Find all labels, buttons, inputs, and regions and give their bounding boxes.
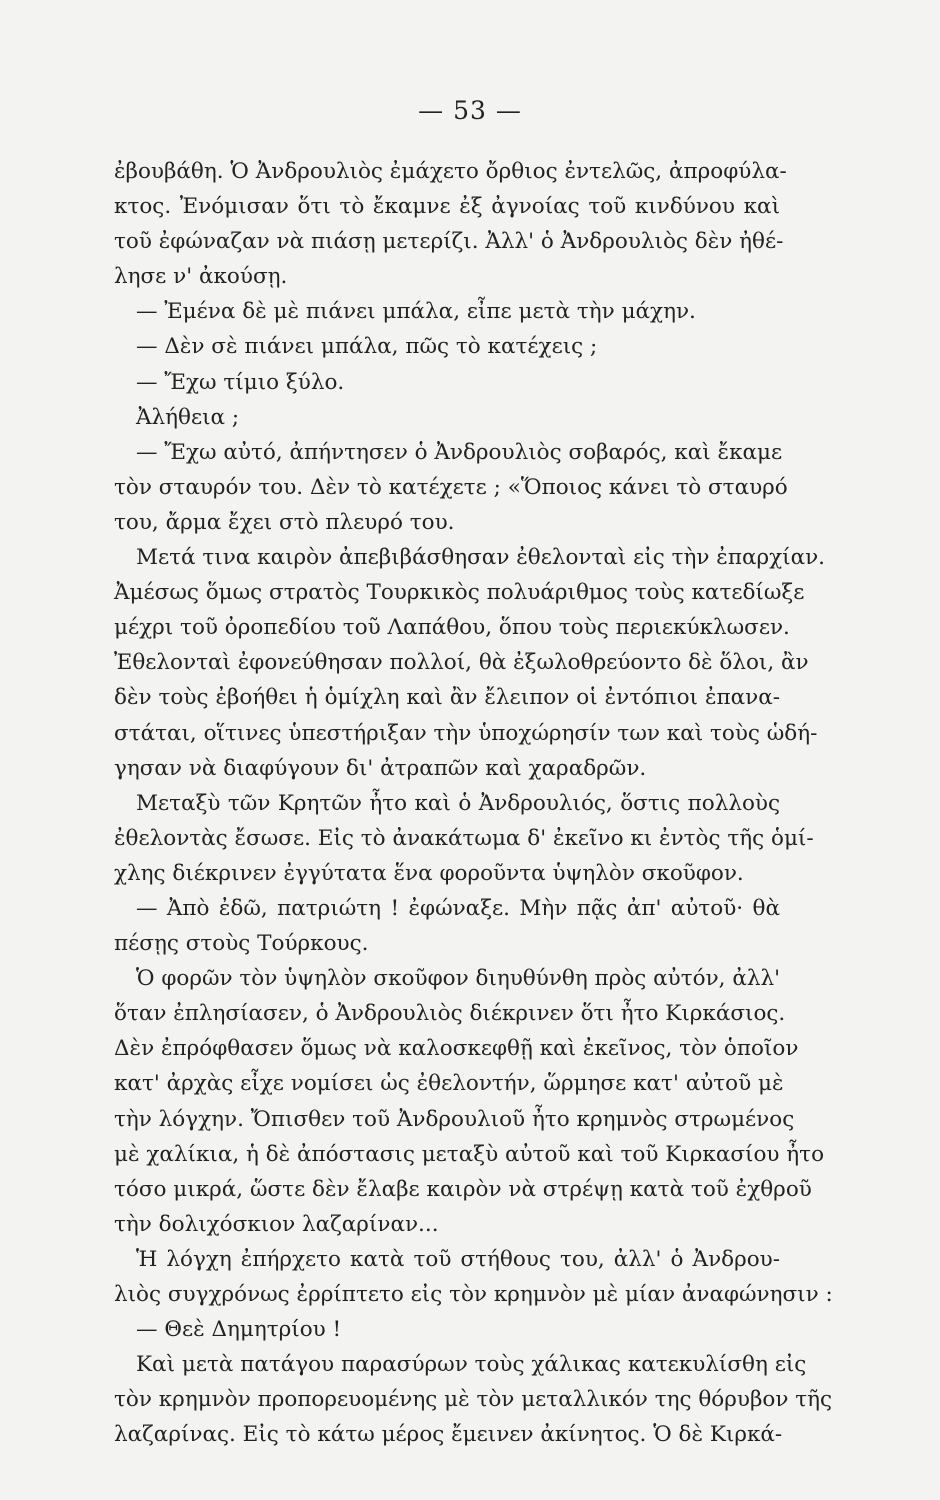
text-line: τόσο μικρά, ὥστε δὲν ἔλαβε καιρὸν νὰ στρέψῃ κατὰ τοῦ ἐχθροῦ: [114, 1176, 812, 1202]
text-line: χλης διέκρινεν ἐγγύτατα ἕνα φοροῦντα ὑψηλὸν σκοῦφον.: [114, 860, 744, 886]
text-line: — Ἔχω αὐτό, ἀπήντησεν ὁ Ἀνδρουλιὸς σοβαρός, καὶ ἔκαμε: [136, 439, 783, 465]
text-line: Ὁ φορῶν τὸν ὑψηλὸν σκοῦφον διηυθύνθη πρὸς αὐτόν, ἀλλ': [136, 966, 780, 992]
text-line: λησε ν' ἀκούσῃ.: [114, 264, 288, 290]
text-line: κατ' ἀρχὰς εἶχε νομίσει ὡς ἐθελοντήν, ὥρμησε κατ' αὐτοῦ μὲ: [114, 1071, 784, 1097]
text-line: Ἡ λόγχη ἐπήρχετο κατὰ τοῦ στήθους του, ἀλλ' ὁ Ἀνδρου-: [136, 1246, 780, 1272]
text-line: κτος. Ἐνόμισαν ὅτι τὸ ἔκαμνε ἐξ ἀγνοίας τοῦ κινδύνου καὶ: [114, 194, 780, 220]
text-line: Δὲν ἐπρόφθασεν ὅμως νὰ καλοσκεφθῇ καὶ ἐκεῖνος, τὸν ὁποῖον: [114, 1036, 799, 1062]
text-line: — Δὲν σὲ πιάνει μπάλα, πῶς τὸ κατέχεις ;: [136, 334, 598, 360]
text-line: — Θεὲ Δημητρίου !: [136, 1317, 342, 1343]
text-line: τοῦ ἐφώναζαν νὰ πιάσῃ μετερίζι. Ἀλλ' ὁ Ἀνδρουλιὸς δὲν ἠθέ-: [114, 229, 784, 255]
text-line: — Ἔχω τίμιο ξύλο.: [136, 369, 345, 395]
text-line: μέχρι τοῦ ὀροπεδίου τοῦ Λαπάθου, ὅπου τοὺς περιεκύκλωσεν.: [114, 615, 790, 641]
text-line: τὴν δολιχόσκιον λαζαρίναν...: [114, 1211, 439, 1237]
text-line: στάται, οἵτινες ὑπεστήριξαν τὴν ὑποχώρησίν των καὶ τοὺς ὡδή-: [114, 720, 818, 746]
text-line: Μεταξὺ τῶν Κρητῶν ἦτο καὶ ὁ Ἀνδρουλιός, ὅστις πολλοὺς: [136, 790, 780, 816]
text-line: Ἀμέσως ὅμως στρατὸς Τουρκικὸς πολυάριθμος τοὺς κατεδίωξε: [114, 580, 805, 606]
text-line: Μετά τινα καιρὸν ἀπεβιβάσθησαν ἐθελονταὶ εἰς τὴν ἐπαρχίαν.: [136, 545, 825, 571]
text-line: Ἀλήθεια ;: [136, 404, 240, 430]
text-line: δὲν τοὺς ἐβοήθει ἡ ὁμίχλη καὶ ἂν ἔλειπον οἱ ἐντόπιοι ἐπανα-: [114, 685, 780, 711]
text-line: του, ἄρμα ἔχει στὸ πλευρό του.: [114, 509, 455, 535]
text-line: τὸν κρημνὸν προπορευομένης μὲ τὸν μεταλλικόν της θόρυβον τῆς: [114, 1387, 833, 1413]
text-line: λιὸς συγχρόνως ἐρρίπτετο εἰς τὸν κρημνὸν μὲ μίαν ἀναφώνησιν :: [114, 1282, 833, 1307]
text-line: γησαν νὰ διαφύγουν δι' ἀτραπῶν καὶ χαραδρῶν.: [114, 755, 647, 781]
text-line: ὅταν ἐπλησίασεν, ὁ Ἀνδρουλιὸς διέκρινεν ὅτι ἦτο Κιρκάσιος.: [114, 1001, 786, 1027]
text-line: Καὶ μετὰ πατάγου παρασύρων τοὺς χάλικας κατεκυλίσθη εἰς: [136, 1352, 807, 1378]
text-line: Ἐθελονταὶ ἐφονεύθησαν πολλοί, θὰ ἐξωλοθρεύοντο δὲ ὅλοι, ἂν: [114, 650, 809, 676]
text-line: τὸν σταυρόν του. Δὲν τὸ κατέχετε ; «Ὅποιος κάνει τὸ σταυρό: [114, 474, 788, 500]
page-number: — 53 —: [418, 96, 522, 125]
text-line: ἐθελοντὰς ἔσωσε. Εἰς τὸ ἀνακάτωμα δ' ἐκεῖνο κι ἐντὸς τῆς ὁμί-: [114, 825, 814, 851]
text-line: λαζαρίνας. Εἰς τὸ κάτω μέρος ἔμεινεν ἀκίνητος. Ὁ δὲ Κιρκά-: [114, 1422, 783, 1448]
text-line: — Ἀπὸ ἐδῶ, πατριώτη ! ἐφώναξε. Μὴν πᾷς ἀπ' αὐτοῦ· θὰ: [136, 895, 780, 921]
text-line: τὴν λόγχην. Ὄπισθεν τοῦ Ἀνδρουλιοῦ ἦτο κρημνὸς στρωμένος: [114, 1106, 795, 1132]
body-text: [114, 154, 833, 1452]
text-line: ἐβουβάθη. Ὁ Ἀνδρουλιὸς ἐμάχετο ὄρθιος ἐντελῶς, ἀπροφύλα-: [114, 159, 787, 184]
text-line: πέσῃς στοὺς Τούρκους.: [114, 931, 369, 957]
text-line: μὲ χαλίκια, ἡ δὲ ἀπόστασις μεταξὺ αὐτοῦ καὶ τοῦ Κιρκασίου ἦτο: [114, 1141, 825, 1167]
text-line: — Ἐμένα δὲ μὲ πιάνει μπάλα, εἶπε μετὰ τὴν μάχην.: [136, 299, 696, 325]
